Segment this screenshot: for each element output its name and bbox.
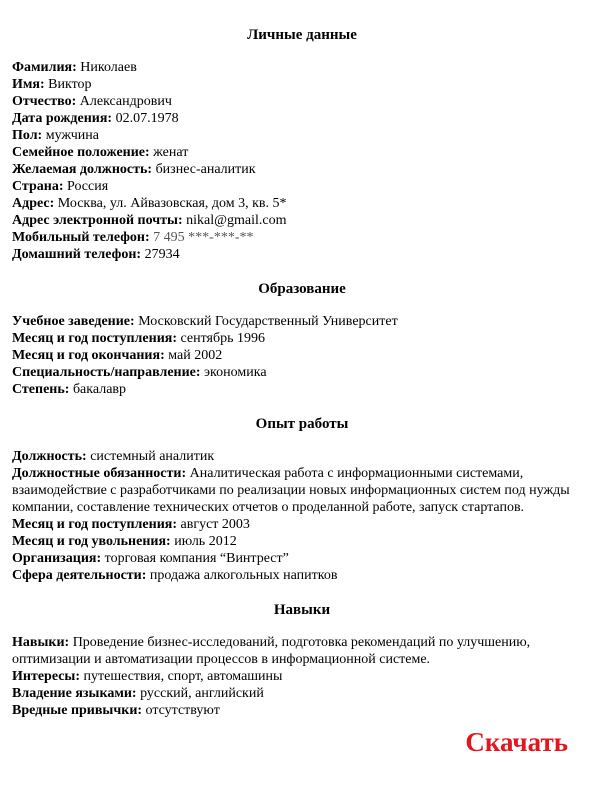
row-value: бакалавр — [72, 382, 127, 397]
row-value: Николаев — [80, 60, 137, 75]
row-value: Аналитическая работа с информационными системами, взаимодействие с разработчиками по реализации новых информационных систем под нужды компании, составление технических отчетов о проделанной работе, запуск стартапов. — [12, 466, 570, 515]
row-label: Сфера деятельности: — [12, 568, 147, 583]
row-interests — [12, 668, 592, 685]
row-value: май 2002 — [168, 348, 223, 363]
row-patronymic — [12, 93, 592, 110]
row-value: торговая компания “Винтрест” — [104, 551, 289, 566]
row-home-phone — [12, 246, 592, 263]
row-value: мужчина — [45, 128, 99, 143]
row-value: 7 495 ***-***-** — [153, 230, 254, 245]
row-value: сентябрь 1996 — [180, 331, 265, 346]
row-value: 02.07.1978 — [115, 111, 179, 126]
row-label: Организация: — [12, 551, 102, 566]
row-label: Владение языками: — [12, 686, 137, 701]
row-label: Должность: — [12, 449, 87, 464]
row-value: отсутствуют — [145, 703, 220, 718]
row-gender — [12, 127, 592, 144]
row-label: Дата рождения: — [12, 111, 113, 126]
row-value: экономика — [204, 365, 267, 380]
row-field — [12, 567, 592, 584]
row-desired-position — [12, 161, 592, 178]
row-value: Александрович — [79, 94, 172, 109]
section-personal — [12, 26, 592, 263]
row-bad-habits — [12, 702, 592, 719]
row-value: женат — [153, 145, 189, 160]
row-label: Месяц и год поступления: — [12, 331, 177, 346]
row-label: Навыки: — [12, 635, 70, 650]
row-value: август 2003 — [180, 517, 250, 532]
row-value: Московский Государственный Университет — [138, 314, 398, 329]
row-value: Москва, ул. Айвазовская, дом 3, кв. 5* — [57, 196, 287, 211]
row-value: продажа алкогольных напитков — [149, 568, 338, 583]
row-graduation-date — [12, 347, 592, 364]
row-start-date — [12, 516, 592, 533]
row-email — [12, 212, 592, 229]
row-end-date — [12, 533, 592, 550]
section-title: Образование — [258, 281, 346, 297]
row-surname — [12, 59, 592, 76]
section-experience — [12, 415, 592, 584]
row-value: Проведение бизнес-исследований, подготовка рекомендаций по улучшению, оптимизации и автоматизации процессов в информационной системе. — [12, 635, 531, 667]
row-position — [12, 448, 592, 465]
row-specialty — [12, 364, 592, 381]
row-label: Месяц и год поступления: — [12, 517, 177, 532]
row-label: Учебное заведение: — [12, 314, 135, 329]
download-link[interactable]: Скачать — [465, 727, 568, 757]
row-label: Специальность/направление: — [12, 365, 201, 380]
row-label: Отчество: — [12, 94, 77, 109]
row-label: Степень: — [12, 382, 70, 397]
row-label: Должностные обязанности: — [12, 466, 187, 481]
row-degree — [12, 381, 592, 398]
row-label: Месяц и год окончания: — [12, 348, 165, 363]
section-title: Опыт работы — [255, 416, 349, 432]
row-label: Мобильный телефон: — [12, 230, 150, 245]
row-institution — [12, 313, 592, 330]
row-country — [12, 178, 592, 195]
row-value: nikal@gmail.com — [186, 213, 287, 228]
row-label: Интересы: — [12, 669, 81, 684]
resume-document — [12, 26, 592, 736]
row-label: Адрес электронной почты: — [12, 213, 183, 228]
row-label: Вредные привычки: — [12, 703, 143, 718]
row-value: русский, английский — [140, 686, 264, 701]
row-label: Имя: — [12, 77, 45, 92]
row-birthdate — [12, 110, 592, 127]
row-value: Россия — [67, 179, 109, 194]
row-address — [12, 195, 592, 212]
row-value: путешествия, спорт, автомашины — [83, 669, 283, 684]
section-title: Навыки — [273, 602, 331, 618]
row-value: системный аналитик — [90, 449, 215, 464]
row-value: Виктор — [48, 77, 92, 92]
row-admission-date — [12, 330, 592, 347]
row-skills — [12, 634, 592, 668]
section-title: Личные данные — [247, 27, 357, 43]
row-duties — [12, 465, 592, 516]
row-label: Домашний телефон: — [12, 247, 142, 262]
section-skills — [12, 601, 592, 719]
row-label: Пол: — [12, 128, 43, 143]
row-organization — [12, 550, 592, 567]
row-label: Семейное положение: — [12, 145, 150, 160]
row-value: июль 2012 — [174, 534, 237, 549]
row-value: бизнес-аналитик — [155, 162, 256, 177]
row-label: Страна: — [12, 179, 64, 194]
section-education — [12, 280, 592, 398]
row-value: 27934 — [144, 247, 180, 262]
row-name — [12, 76, 592, 93]
row-label: Адрес: — [12, 196, 55, 211]
row-mobile-phone — [12, 229, 592, 246]
row-languages — [12, 685, 592, 702]
row-label: Желаемая должность: — [12, 162, 153, 177]
row-label: Месяц и год увольнения: — [12, 534, 171, 549]
row-label: Фамилия: — [12, 60, 77, 75]
row-marital-status — [12, 144, 592, 161]
